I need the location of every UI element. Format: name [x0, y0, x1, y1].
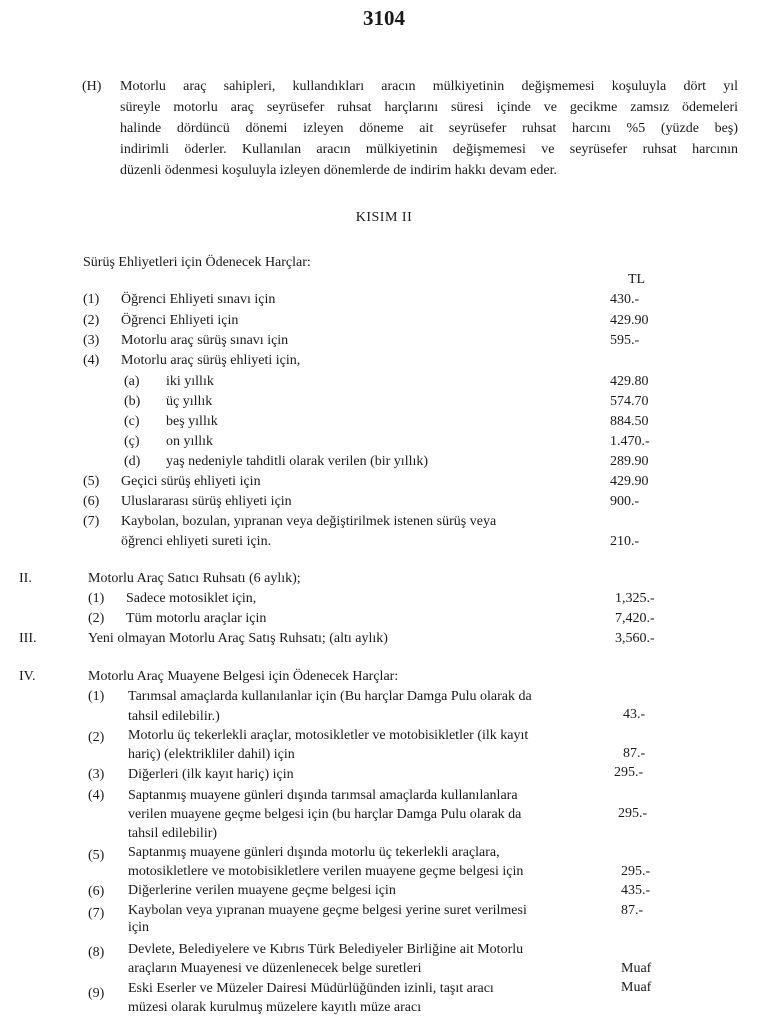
item-text: Motorlu araç sürüş sınavı için — [121, 333, 289, 348]
paragraph-label: (H) — [82, 79, 102, 94]
item-amount: 210.- — [610, 534, 640, 549]
item-text: Saptanmış muayene günleri dışında tarımsal amaçlarda kullanılanlara — [128, 788, 518, 803]
item-number: (3) — [83, 333, 100, 348]
currency-label: TL — [628, 272, 646, 287]
item-text: müzesi olarak kurulmuş müzelere kayıtlı müze aracı — [128, 1000, 422, 1015]
item-number: (2) — [88, 611, 105, 626]
item-number: (6) — [83, 494, 100, 509]
item-amount: 1,325.- — [615, 591, 655, 606]
item-text: için — [128, 920, 149, 935]
item-number: (6) — [88, 884, 105, 899]
item-number: (2) — [83, 313, 100, 328]
item-text: Saptanmış muayene günleri dışında motorlu üç tekerlekli araçlara, — [128, 845, 500, 860]
item-amount: 295.- — [621, 864, 651, 879]
item-text: Diğerlerine verilen muayene geçme belgesi için — [128, 883, 396, 898]
item-text: Devlete, Belediyelere ve Kıbrıs Türk Belediyeler Birliğine ait Motorlu — [128, 942, 524, 957]
paragraph-line: süreyle motorlu araç seyrüsefer ruhsat harçlarını süresi içinde ve gecikme zamsız ödemeleri — [120, 100, 738, 115]
section-heading: Motorlu Araç Satıcı Ruhsatı (6 aylık); — [88, 571, 301, 586]
item-amount: 900.- — [610, 494, 640, 509]
item-text: Eski Eserler ve Müzeler Dairesi Müdürlüğünden izinli, taşıt aracı — [128, 981, 494, 996]
item-amount: 429.80 — [610, 374, 649, 389]
item-text: hariç) (elektrikliler dahil) için — [128, 747, 295, 762]
item-amount: 435.- — [621, 883, 651, 898]
item-text: Diğerleri (ilk kayıt hariç) için — [128, 767, 294, 782]
roman-numeral: II. — [19, 571, 32, 586]
item-text: Motorlu araç sürüş ehliyeti için, — [121, 353, 301, 368]
subitem-letter: (c) — [124, 414, 140, 429]
paragraph-line: halinde dördüncü dönemi izleyen döneme ait seyrüsefer ruhsat harcını %5 (yüzde beş) — [120, 121, 738, 136]
section-heading: Yeni olmayan Motorlu Araç Satış Ruhsatı; (altı aylık) — [88, 631, 388, 646]
item-amount: 429.90 — [610, 474, 649, 489]
item-amount: 7,420.- — [615, 611, 655, 626]
subitem-letter: (ç) — [124, 434, 140, 449]
item-number: (1) — [88, 591, 105, 606]
item-text: öğrenci ehliyeti sureti için. — [121, 534, 272, 549]
subitem-letter: (b) — [124, 394, 141, 409]
item-amount: 43.- — [623, 707, 646, 722]
subitem-text: yaş nedeniyle tahditli olarak verilen (bir yıllık) — [166, 454, 429, 469]
paragraph-line: indirimli öderler. Kullanılan aracın mülkiyetinin değişmemesi ve seyrüsefer ruhsat harcının — [120, 142, 738, 157]
paragraph-h — [120, 76, 738, 181]
item-amount: 574.70 — [610, 394, 649, 409]
item-amount: 595.- — [610, 333, 640, 348]
item-text: tahsil edilebilir.) — [128, 709, 220, 724]
item-number: (9) — [88, 986, 105, 1001]
item-amount: 429.90 — [610, 313, 649, 328]
item-text: verilen muayene geçme belgesi için (bu harçlar Damga Pulu olarak da — [128, 807, 522, 822]
item-text: Kaybolan veya yıpranan muayene geçme belgesi yerine suret verilmesi — [128, 903, 527, 918]
item-text: Uluslararası sürüş ehliyeti için — [121, 494, 292, 509]
item-text: Motorlu üç tekerlekli araçlar, motosikletler ve motobisikletler (ilk kayıt — [128, 728, 529, 743]
item-number: (4) — [83, 353, 100, 368]
item-text: Tüm motorlu araçlar için — [126, 611, 267, 626]
item-number: (7) — [88, 906, 105, 921]
item-amount: 3,560.- — [615, 631, 655, 646]
item-amount: 884.50 — [610, 414, 649, 429]
item-text: Tarımsal amaçlarda kullanılanlar için (Bu harçlar Damga Pulu olarak da — [128, 689, 532, 704]
item-text: tahsil edilebilir) — [128, 826, 218, 841]
item-number: (7) — [83, 514, 100, 529]
item-amount: Muaf — [621, 980, 652, 995]
item-number: (4) — [88, 788, 105, 803]
item-amount: 430.- — [610, 292, 640, 307]
item-text: Öğrenci Ehliyeti sınavı için — [121, 292, 276, 307]
item-amount: Muaf — [621, 961, 652, 976]
section-title: KISIM II — [355, 210, 413, 225]
item-text: Kaybolan, bozulan, yıpranan veya değiştirilmek istenen sürüş veya — [121, 514, 497, 529]
item-amount: 295.- — [614, 765, 644, 780]
item-number: (5) — [88, 848, 105, 863]
item-number: (3) — [88, 767, 105, 782]
item-number: (8) — [88, 945, 105, 960]
paragraph-line: Motorlu araç sahipleri, kullandıkları aracın mülkiyetinin değişmemesi koşuluyla dört yıl — [120, 79, 738, 94]
subitem-text: iki yıllık — [166, 374, 214, 389]
item-text: araçların Muayenesi ve düzenlenecek belge suretleri — [128, 961, 422, 976]
section-heading: Motorlu Araç Muayene Belgesi için Ödenecek Harçlar: — [88, 669, 399, 684]
page-number: 3104 — [363, 6, 405, 30]
subitem-letter: (a) — [124, 374, 140, 389]
item-text: motosikletlere ve motobisikletlere verilen muayene geçme belgesi için — [128, 864, 524, 879]
section-heading: Sürüş Ehliyetleri için Ödenecek Harçlar: — [83, 255, 311, 270]
item-amount: 87.- — [623, 746, 646, 761]
roman-numeral: IV. — [19, 669, 36, 684]
paragraph-line: düzenli ödenmesi koşuluyla izleyen dönemlerde de indirim hakkı devam eder. — [120, 163, 557, 178]
subitem-text: üç yıllık — [166, 394, 213, 409]
item-number: (5) — [83, 474, 100, 489]
item-number: (1) — [88, 689, 105, 704]
roman-numeral: III. — [19, 631, 37, 646]
subitem-letter: (d) — [124, 454, 141, 469]
item-text: Geçici sürüş ehliyeti için — [121, 474, 261, 489]
item-amount: 295.- — [618, 806, 648, 821]
item-text: Öğrenci Ehliyeti için — [121, 313, 239, 328]
subitem-text: beş yıllık — [166, 414, 218, 429]
item-amount: 289.90 — [610, 454, 649, 469]
subitem-text: on yıllık — [166, 434, 214, 449]
item-number: (1) — [83, 292, 100, 307]
item-amount: 1.470.- — [610, 434, 650, 449]
item-number: (2) — [88, 730, 105, 745]
item-amount: 87.- — [621, 903, 644, 918]
item-text: Sadece motosiklet için, — [126, 591, 257, 606]
